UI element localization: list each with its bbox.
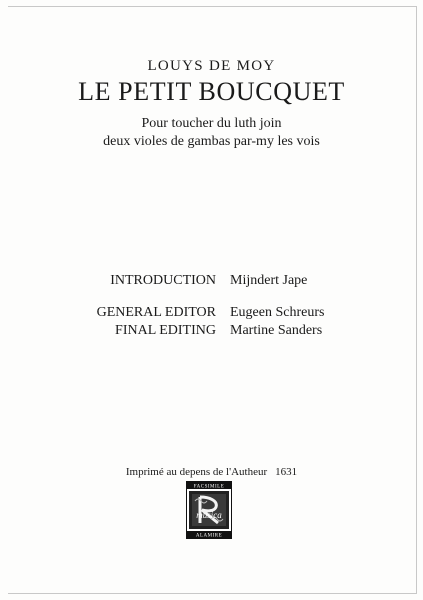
- credit-name-general-editor: Eugeen Schreurs: [230, 305, 325, 320]
- subtitle-line-2: deux violes de gambas par-my les vois: [103, 134, 320, 149]
- alamire-musica-logo-icon: [186, 481, 232, 539]
- page-border-top: [8, 6, 417, 7]
- credit-role-final-editing: FINAL EDITING: [115, 323, 216, 338]
- imprint-line: [0, 466, 423, 478]
- logo-top-text: FACSIMILE: [193, 484, 225, 490]
- imprint-year: 1631: [275, 466, 298, 478]
- logo-main-text: musica: [196, 510, 222, 520]
- author-name: LOUYS DE MOY: [147, 58, 276, 74]
- logo-bottom-text: ALAMIRE: [195, 533, 223, 539]
- subtitle-line-1: Pour toucher du luth join: [141, 116, 282, 131]
- credit-name-introduction: Mijndert Jape: [230, 273, 308, 288]
- credit-role-introduction: INTRODUCTION: [110, 273, 216, 288]
- credit-name-final-editing: Martine Sanders: [230, 323, 323, 338]
- book-title: LE PETIT BOUCQUET: [78, 77, 345, 106]
- page-border-bottom: [8, 593, 417, 594]
- imprint-text: Imprimé au depens de l'Autheur: [125, 466, 268, 478]
- credit-role-general-editor: GENERAL EDITOR: [96, 305, 216, 320]
